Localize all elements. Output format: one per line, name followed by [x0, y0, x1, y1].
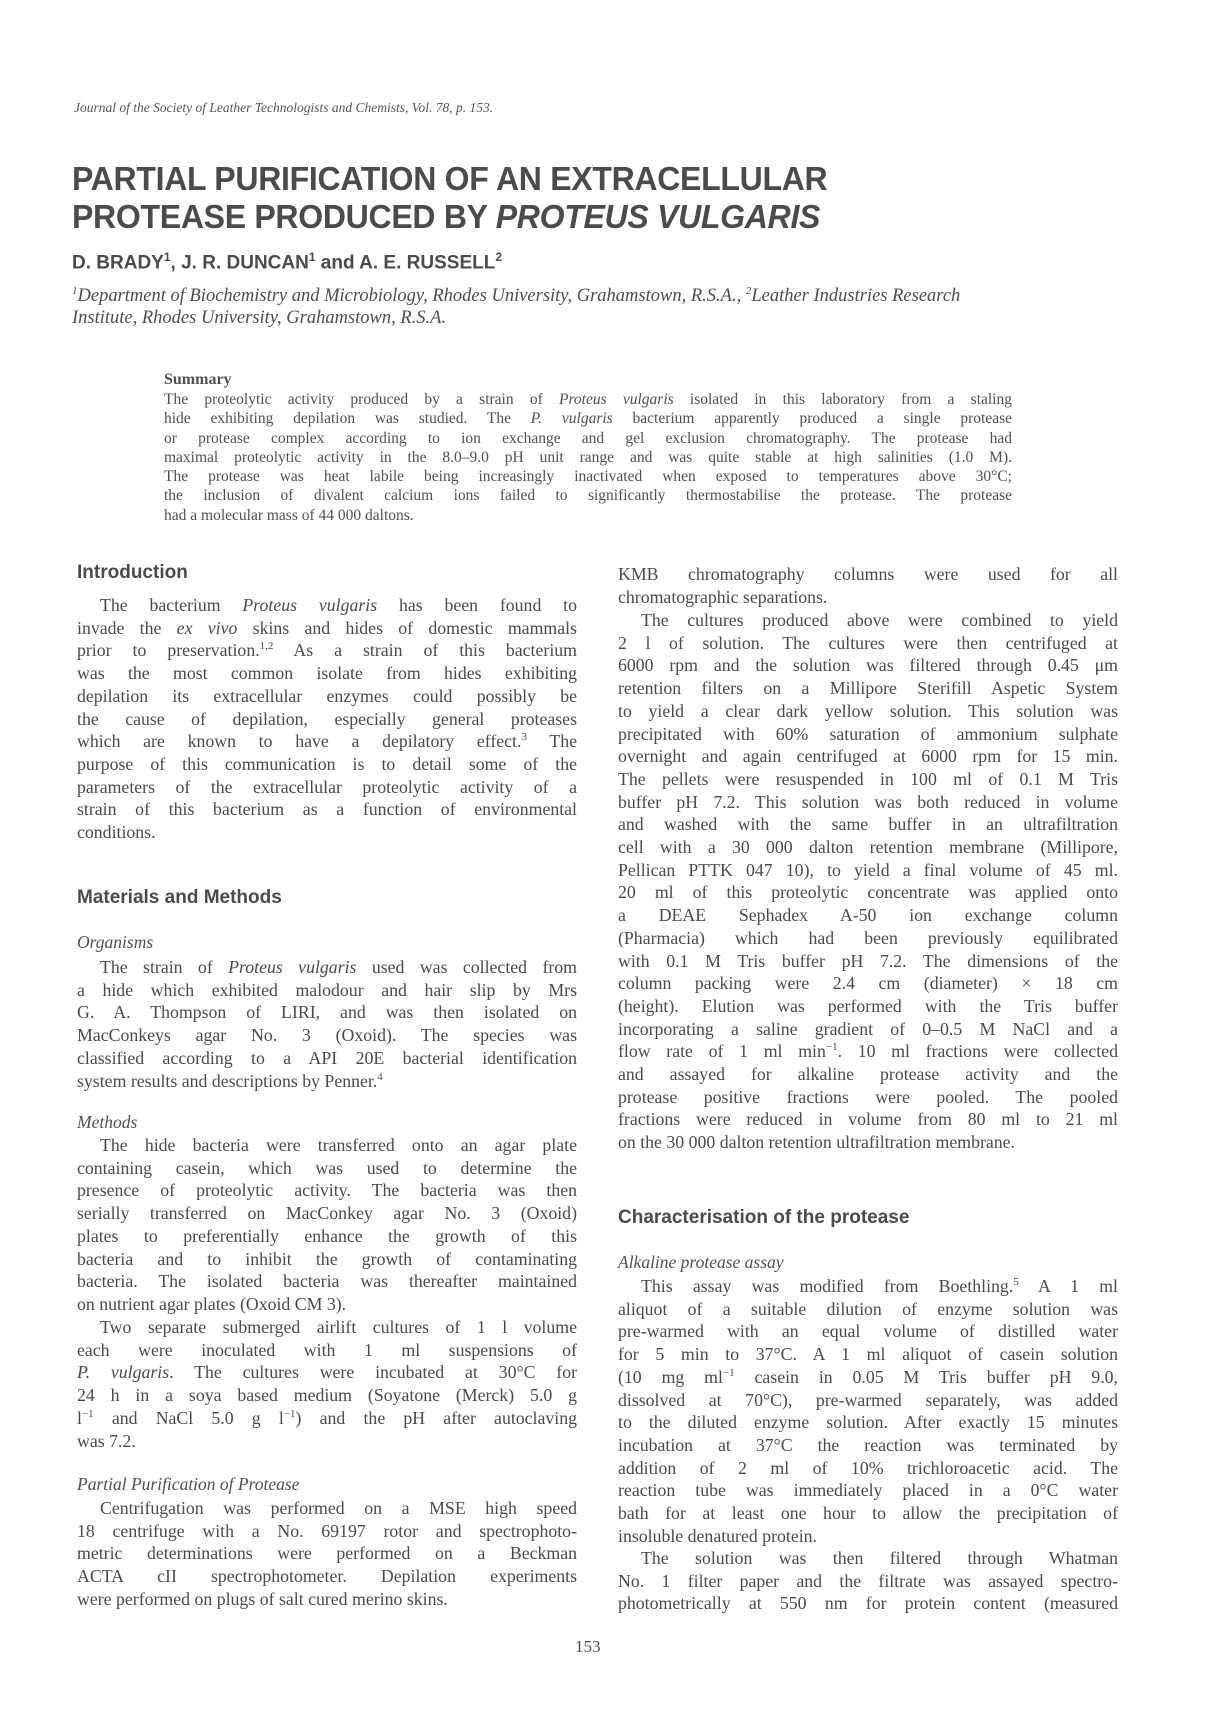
text-line: flow rate of 1 ml min$^{-1}$. 10 ml fractions were collected [618, 1041, 1118, 1062]
text-line: 24 h in a soya based medium (Soyatone (Merck) 5.0 g [77, 1385, 577, 1406]
text-line: incorporating a saline gradient of 0–0.5 M NaCl and a [618, 1018, 1118, 1039]
summary-body [164, 390, 1012, 525]
text-line: parameters of the extracellular proteolytic activity of a [77, 776, 577, 797]
subheading-alkaline-assay: Alkaline protease assay [618, 1252, 784, 1272]
text-line: Pellican PTTK 047 10), to yield a final volume of 45 ml. [618, 859, 1118, 880]
text-line: G. A. Thompson of LIRI, and was then isolated on [77, 1002, 577, 1023]
text-line: overnight and again centrifuged at 6000 rpm for 15 min. [618, 746, 1118, 767]
text-line: to the diluted enzyme solution. After exactly 15 minutes [618, 1412, 1118, 1433]
text-line: incubation at 37°C the reaction was terminated by [618, 1434, 1118, 1455]
text-line: presence of proteolytic activity. The bacteria was then [77, 1180, 577, 1201]
text-line: a DEAE Sephadex A-50 ion exchange column [618, 905, 1118, 926]
author-name: J. R. DUNCAN [181, 252, 309, 274]
text-line: with 0.1 M Tris buffer pH 7.2. The dimensions of the [618, 950, 1118, 971]
text-line: metric determinations were performed on a Beckman [77, 1543, 577, 1564]
subheading-organisms: Organisms [77, 932, 154, 952]
text-line: was 7.2. [77, 1430, 136, 1451]
text-line: The protease was heat labile being increasingly inactivated when exposed to temperatures above 30°C; [164, 468, 1012, 486]
organisms-paragraph [77, 956, 577, 1092]
text-line: column packing were 2.4 cm (diameter) × 18 cm [618, 973, 1118, 994]
text-line: 6000 rpm and the solution was filtered through 0.45 μm [618, 655, 1118, 676]
affiliation-line-1 [72, 280, 1122, 307]
alkaline-assay-paragraph-1 [618, 1275, 1118, 1547]
text-line: The strain of Proteus vulgaris used was collected from [100, 957, 577, 977]
text-line: reaction tube was immediately placed in a 0°C water [618, 1480, 1118, 1501]
text-line: on nutrient agar plates (Oxoid CM 3). [77, 1293, 347, 1314]
affiliation-line-2: Institute, Rhodes University, Grahamstown, R.S.A. [72, 308, 447, 329]
summary-heading: Summary [164, 371, 232, 388]
text-line: The solution was then filtered through Whatman [641, 1548, 1118, 1568]
author-affil-mark: 2 [495, 250, 503, 264]
text-line: and assayed for alkaline protease activity and the [618, 1064, 1118, 1085]
affil-text: Department of Biochemistry and Microbiology, Rhodes University, Grahamstown, R.S.A., [77, 286, 746, 307]
text-line: The pellets were resuspended in 100 ml of 0.1 M Tris [618, 768, 1118, 789]
text-line: strain of this bacterium as a function of environmental [77, 799, 577, 820]
text-line: depilation its extracellular enzymes could possibly be [77, 685, 577, 706]
text-line: retention filters on a Millipore Sterifill Aspetic System [618, 678, 1118, 699]
author-separator: and [315, 252, 360, 274]
affil-mark: 2 [745, 285, 752, 297]
text-line: conditions. [77, 822, 156, 843]
introduction-paragraph [77, 594, 577, 844]
text-line: plates to preferentially enhance the growth of this [77, 1225, 577, 1246]
text-line: protease positive fractions were pooled. The pooled [618, 1086, 1118, 1107]
title-line-2 [72, 198, 827, 236]
text-line: maximal proteolytic activity in the 8.0–9.0 pH unit range and was quite stable at high salinities (1.0 M). [164, 448, 1012, 466]
text-line: system results and descriptions by Penner.$^4$ [77, 1070, 383, 1091]
text-line: buffer pH 7.2. This solution was both reduced in volume [618, 791, 1118, 812]
text-line: The proteolytic activity produced by a strain of Proteus vulgaris isolated in this laboratory from a staling [164, 391, 1012, 408]
text-line: precipitated with 60% saturation of ammonium sulphate [618, 723, 1118, 744]
section-heading-characterisation: Characterisation of the protease [618, 1207, 910, 1228]
methods-paragraph-2 [77, 1316, 577, 1452]
text-line: was the most common isolate from hides exhibiting [77, 663, 577, 684]
title-plain: PROTEASE PRODUCED BY [72, 198, 496, 235]
text-line: prior to preservation.$^{1,2}$ As a strain of this bacterium [77, 640, 577, 661]
text-line: cell with a 30 000 dalton retention membrane (Millipore, [618, 837, 1118, 858]
subheading-methods: Methods [77, 1112, 138, 1132]
text-line: on the 30 000 dalton retention ultrafiltration membrane. [618, 1132, 1016, 1153]
text-line: Centrifugation was performed on a MSE high speed [100, 1498, 577, 1518]
text-line: 18 centrifuge with a No. 69197 rotor and spectrophoto- [77, 1520, 577, 1541]
text-line: The cultures produced above were combined to yield [641, 610, 1118, 630]
text-line: which are known to have a depilatory effect.$^3$ The [77, 731, 577, 752]
text-line: dissolved at 70°C), pre-warmed separately, was added [618, 1389, 1118, 1410]
text-line: MacConkeys agar No. 3 (Oxoid). The species was [77, 1025, 577, 1046]
text-line: classified according to a API 20E bacterial identification [77, 1047, 577, 1068]
text-line: This assay was modified from Boethling.$^5$ A 1 ml [641, 1276, 1118, 1296]
text-line: had a molecular mass of 44 000 daltons. [164, 506, 414, 524]
text-line: and washed with the same buffer in an ultrafiltration [618, 814, 1118, 835]
text-line: hide exhibiting depilation was studied. The P. vulgaris bacterium apparently produced a single protease [164, 410, 1012, 428]
title-italic-species: PROTEUS VULGARIS [495, 198, 821, 235]
title-line-1: PARTIAL PURIFICATION OF AN EXTRACELLULAR [72, 160, 828, 197]
text-line: a hide which exhibited malodour and hair slip by Mrs [77, 979, 577, 1000]
text-line: purpose of this communication is to detail some of the [77, 753, 577, 774]
author-list [72, 250, 502, 274]
text-line: 2 l of solution. The cultures were then centrifuged at [618, 632, 1118, 653]
text-line: bacteria and to inhibit the growth of contaminating [77, 1248, 577, 1269]
purification-paragraph [618, 609, 1118, 1154]
author-name: A. E. RUSSELL [359, 252, 496, 274]
author-affil-mark: 1 [308, 250, 316, 264]
text-line: chromatographic separations. [618, 586, 828, 607]
text-line: insoluble denatured protein. [618, 1525, 817, 1546]
text-line: were performed on plugs of salt cured merino skins. [77, 1588, 448, 1609]
subheading-partial-purification: Partial Purification of Protease [77, 1474, 300, 1494]
methods-paragraph-1 [77, 1134, 577, 1316]
text-line: for 5 min to 37°C. A 1 ml aliquot of casein solution [618, 1344, 1118, 1365]
text-line: (Pharmacia) which had been previously equilibrated [618, 927, 1118, 948]
text-line: the inclusion of divalent calcium ions failed to significantly thermostabilise the protease. The protease [164, 487, 1012, 505]
text-line: aliquot of a suitable dilution of enzyme solution was [618, 1298, 1118, 1319]
text-line: or protease complex according to ion exchange and gel exclusion chromatography. The protease had [164, 429, 1012, 447]
text-line: P. vulgaris. The cultures were incubated at 30°C for [77, 1362, 577, 1383]
text-line: containing casein, which was used to determine the [77, 1157, 577, 1178]
text-line: (height). Elution was performed with the Tris buffer [618, 995, 1118, 1016]
affil-text: Leather Industries Research [751, 286, 961, 307]
text-line: serially transferred on MacConkey agar No. 3 (Oxoid) [77, 1203, 577, 1224]
text-line: No. 1 filter paper and the filtrate was assayed spectro- [618, 1570, 1118, 1591]
text-line: 20 ml of this proteolytic concentrate was applied onto [618, 882, 1118, 903]
running-head: Journal of the Society of Leather Technologists and Chemists, Vol. 78, p. 153. [74, 100, 494, 115]
text-line: photometrically at 550 nm for protein content (measured [618, 1593, 1118, 1614]
author-name: D. BRADY [72, 252, 164, 274]
text-line: bath for at least one hour to allow the precipitation of [618, 1503, 1118, 1524]
text-line: addition of 2 ml of 10% trichloroacetic acid. The [618, 1457, 1118, 1478]
text-line: The bacterium Proteus vulgaris has been found to [100, 595, 577, 615]
article-title [72, 160, 827, 236]
section-heading-materials-methods: Materials and Methods [77, 887, 282, 908]
text-line: each were inoculated with 1 ml suspensions of [77, 1339, 577, 1360]
author-separator: , [170, 252, 182, 274]
text-line: invade the ex vivo skins and hides of domestic mammals [77, 617, 577, 638]
text-line: bacteria. The isolated bacteria was thereafter maintained [77, 1271, 577, 1292]
alkaline-assay-paragraph-2 [618, 1547, 1118, 1615]
affil-mark: 1 [72, 285, 78, 297]
text-line: fractions were reduced in volume from 80 ml to 21 ml [618, 1109, 1118, 1130]
text-line: The hide bacteria were transferred onto an agar plate [100, 1135, 577, 1155]
summary-block [164, 370, 1012, 525]
text-line: the cause of depilation, especially general proteases [77, 708, 577, 729]
text-line: l$^{-1}$ and NaCl 5.0 g l$^{-1}$) and the pH after autoclaving [77, 1407, 577, 1428]
text-line: to yield a clear dark yellow solution. This solution was [618, 700, 1118, 721]
author-affil-mark: 1 [163, 250, 171, 264]
text-line: pre-warmed with an equal volume of distilled water [618, 1321, 1118, 1342]
section-heading-introduction: Introduction [77, 562, 188, 583]
affiliations [72, 280, 1122, 329]
text-line: KMB chromatography columns were used for all [618, 564, 1118, 584]
chromatography-continuation [618, 563, 1118, 608]
page-number: 153 [575, 1637, 601, 1656]
text-line: (10 mg ml$^{-1}$ casein in 0.05 M Tris buffer pH 9.0, [618, 1366, 1118, 1387]
text-line: ACTA cII spectrophotometer. Depilation experiments [77, 1566, 577, 1587]
partial-purification-paragraph [77, 1497, 577, 1611]
text-line: Two separate submerged airlift cultures of 1 l volume [100, 1317, 577, 1337]
